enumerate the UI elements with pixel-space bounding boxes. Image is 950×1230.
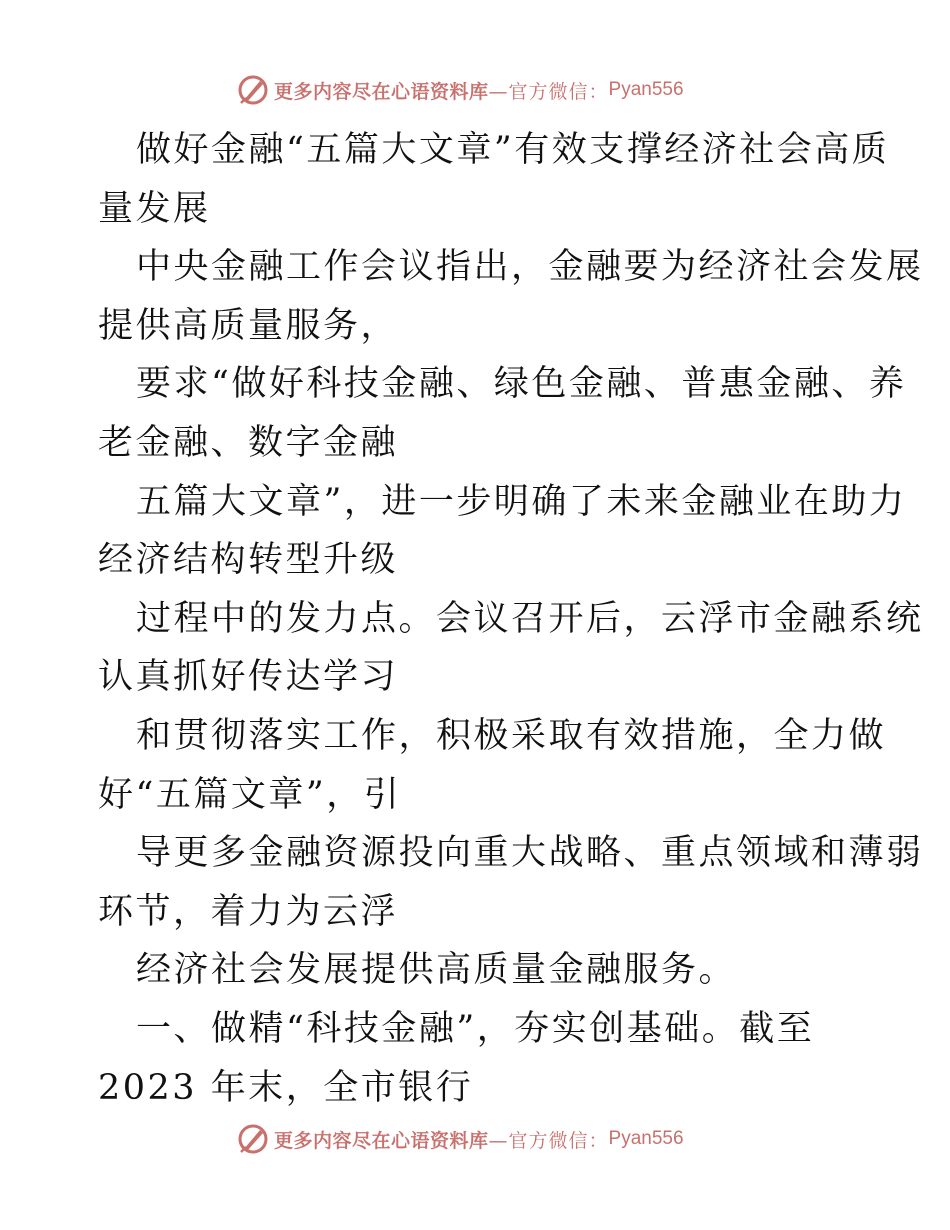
doc-line: 过程中的发力点。会议召开后，云浮市金融系统 bbox=[136, 598, 924, 639]
doc-line: 要求“做好科技金融、绿色金融、普惠金融、养 bbox=[136, 364, 907, 405]
doc-line: 五篇大文章”，进一步明确了未来金融业在助力 bbox=[136, 481, 907, 522]
doc-line: 提供高质量服务， bbox=[98, 305, 399, 346]
doc-line: 经济结构转型升级 bbox=[98, 540, 399, 581]
watermark-id-text: Pyan556 bbox=[608, 1128, 684, 1149]
doc-line: 环节，着力为云浮 bbox=[98, 891, 399, 932]
doc-line: 认真抓好传达学习 bbox=[98, 657, 399, 698]
doc-line: 和贯彻落实工作，积极采取有效措施，全力做 bbox=[136, 715, 887, 756]
quill-logo-icon bbox=[236, 73, 270, 107]
watermark-main-text: 更多内容尽在心语资料库 bbox=[274, 1129, 489, 1152]
watermark-id-text: Pyan556 bbox=[608, 79, 684, 100]
header-watermark bbox=[236, 72, 716, 108]
doc-line: 做好金融“五篇大文章”有效支撑经济社会高质 bbox=[136, 130, 890, 170]
doc-line: 中央金融工作会议指出，金融要为经济社会发展 bbox=[136, 247, 924, 288]
doc-line: 好“五篇文章”，引 bbox=[98, 774, 402, 815]
doc-line: 一、做精“科技金融”，夯实创基础。截至 bbox=[136, 1008, 815, 1049]
doc-line: 量发展 bbox=[98, 188, 211, 229]
document-body bbox=[98, 121, 924, 1117]
watermark-main-text: 更多内容尽在心语资料库 bbox=[274, 80, 489, 103]
watermark-sub-text: —官方微信： bbox=[488, 80, 609, 103]
doc-line: 老金融、数字金融 bbox=[98, 422, 399, 463]
doc-line: 导更多金融资源投向重大战略、重点领域和薄弱 bbox=[136, 833, 924, 874]
doc-line: 经济社会发展提供高质量金融服务。 bbox=[136, 950, 737, 991]
quill-logo-icon bbox=[236, 1122, 270, 1156]
doc-line: 2023 年末，全市银行 bbox=[98, 1067, 474, 1108]
footer-watermark bbox=[236, 1121, 716, 1157]
watermark-sub-text: —官方微信： bbox=[488, 1129, 609, 1152]
